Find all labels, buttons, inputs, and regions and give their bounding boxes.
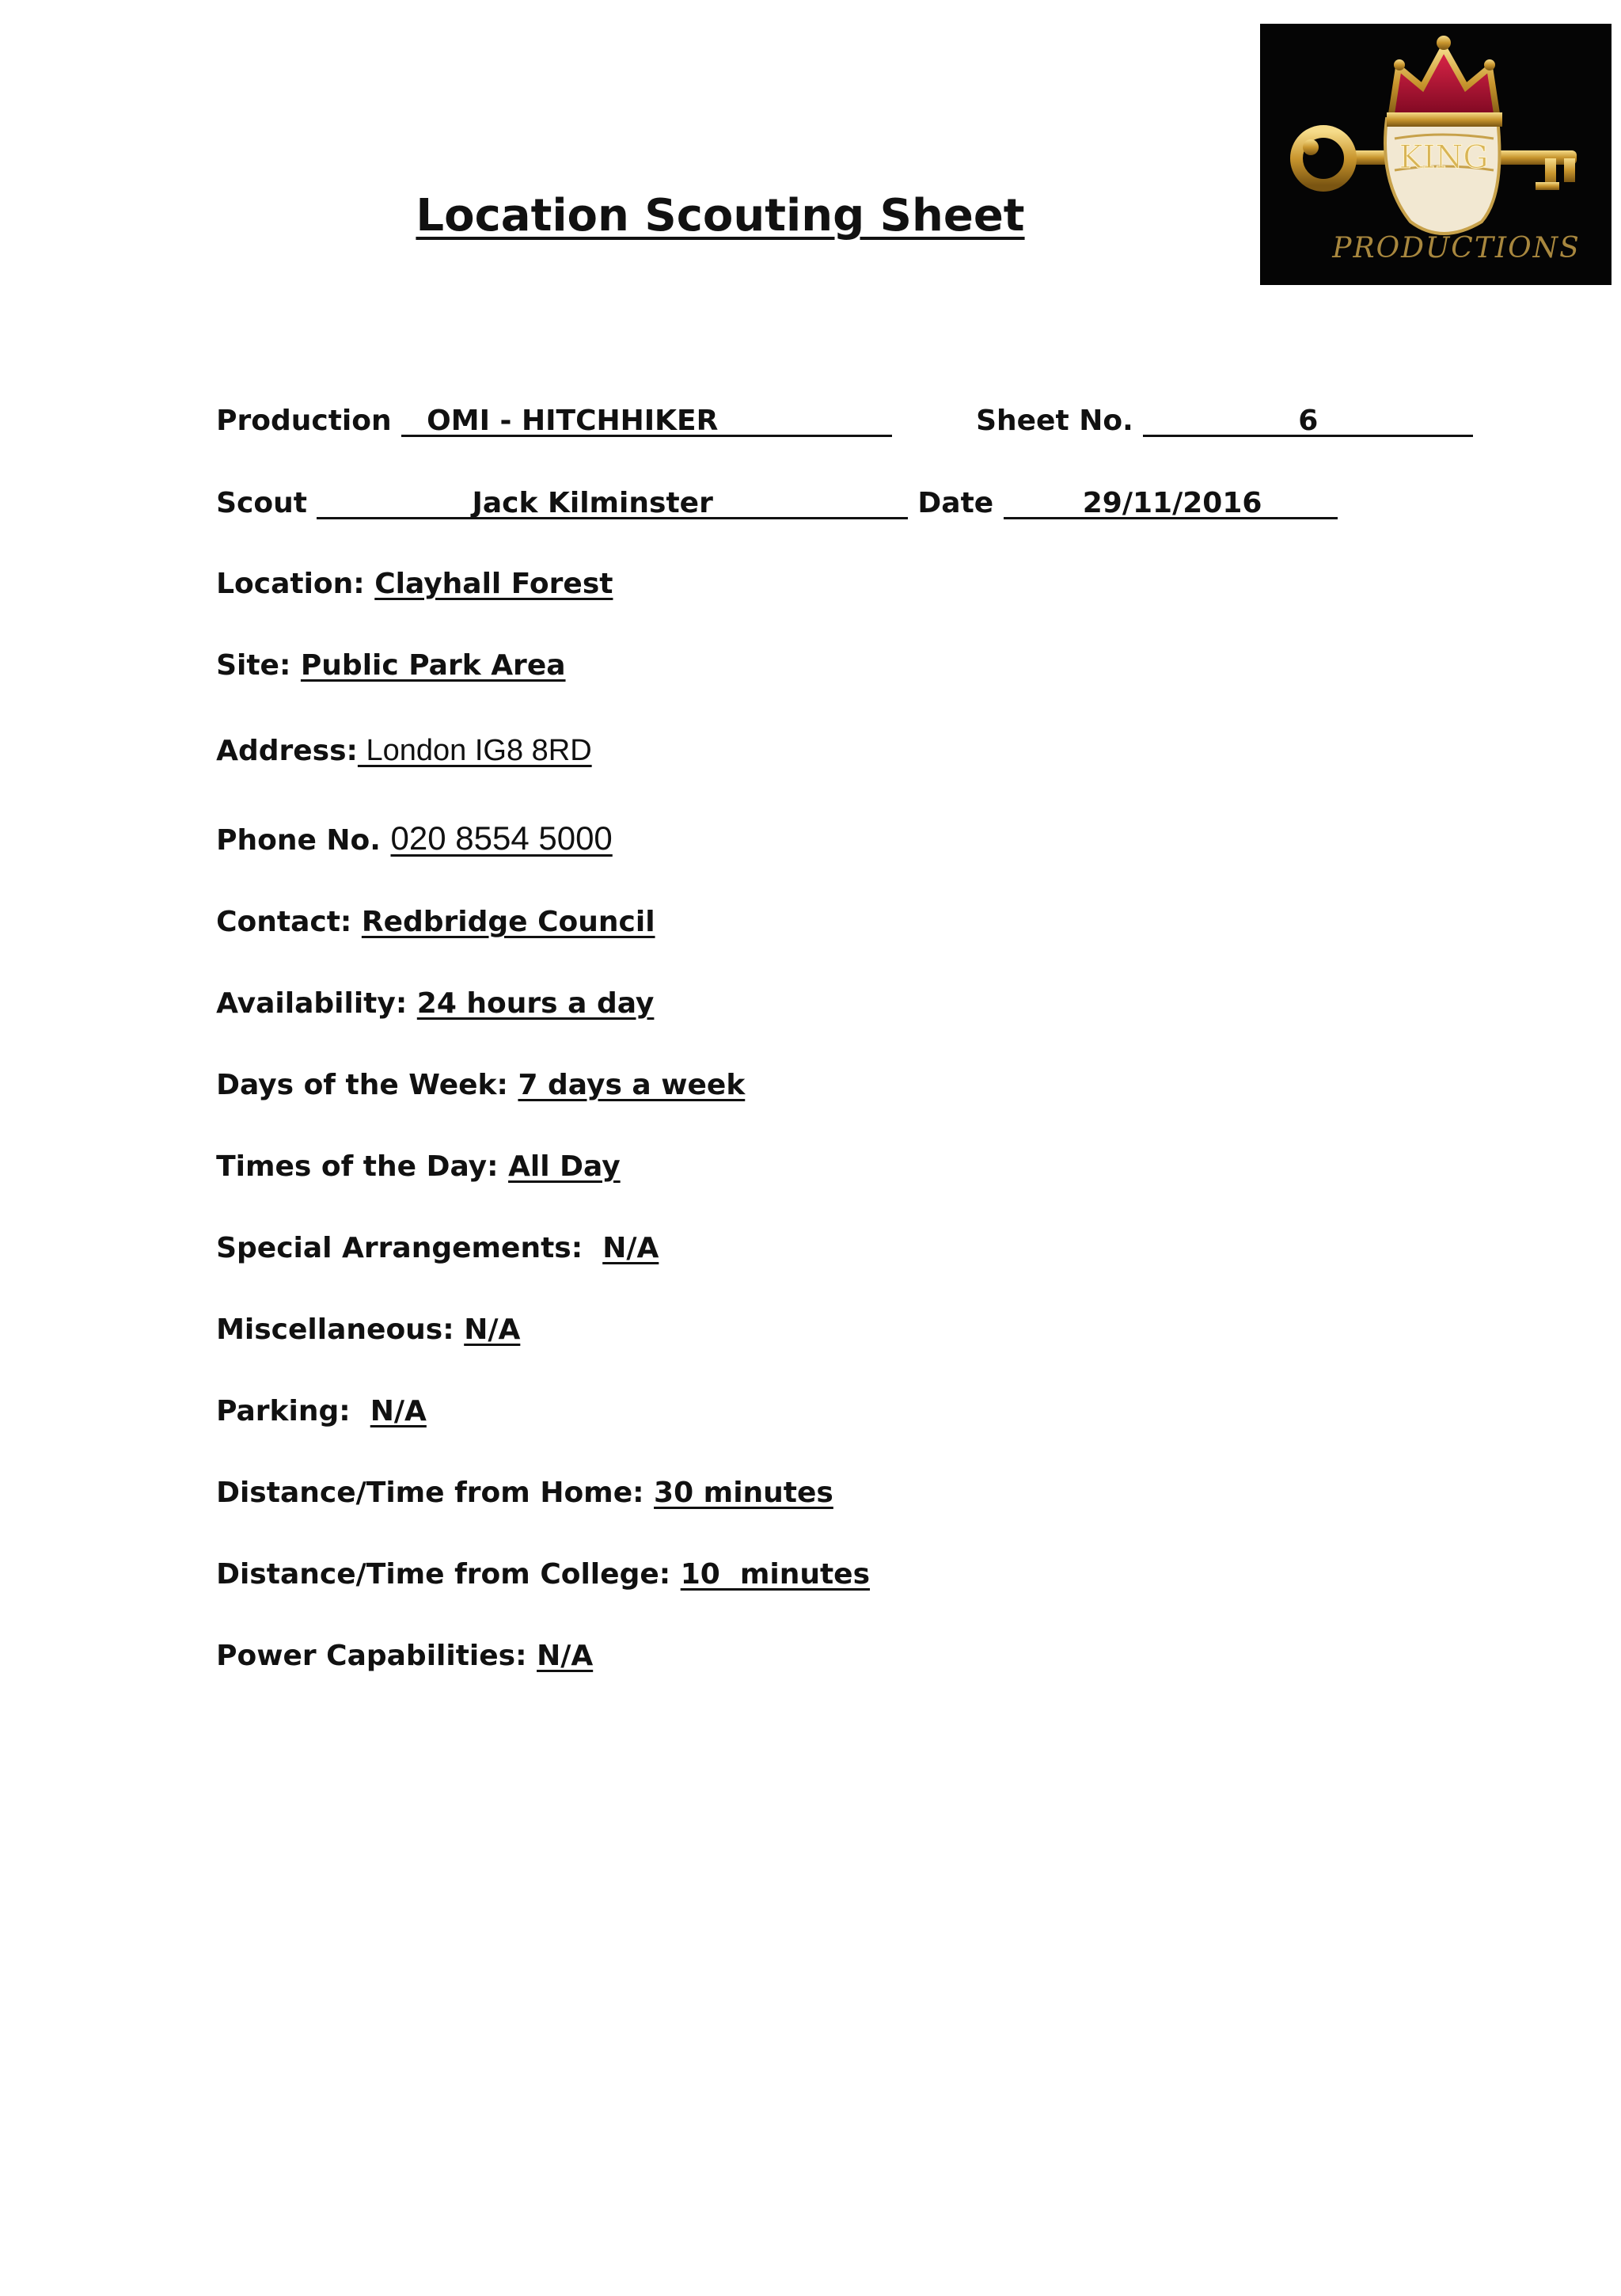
field-row-misc (196, 1278, 520, 1348)
production-label: Production (216, 405, 392, 437)
college-value: 10 minutes (680, 1558, 871, 1591)
phone-value: 020 8554 5000 (390, 819, 613, 857)
date-label: Date (917, 487, 994, 519)
scout-value: Jack Kilminster (472, 487, 713, 519)
crown-icon (1387, 36, 1502, 127)
location-label: Location: (216, 568, 365, 600)
misc-label: Miscellaneous: (216, 1313, 454, 1346)
field-row-parking (196, 1359, 427, 1429)
sheet-row (956, 369, 1473, 439)
special-label: Special Arrangements: (216, 1232, 583, 1264)
sheet-value: 6 (1298, 405, 1319, 437)
field-row-site (196, 614, 566, 683)
times-label: Times of the Day: (216, 1150, 499, 1183)
field-row-power (196, 1604, 593, 1674)
company-logo (1260, 24, 1612, 285)
availability-value: 24 hours a day (416, 987, 655, 1020)
parking-value: N/A (370, 1395, 427, 1427)
contact-label: Contact: (216, 906, 352, 938)
date-value: 29/11/2016 (1082, 487, 1262, 519)
field-row-location (196, 532, 613, 602)
address-label: Address: (216, 735, 358, 767)
production-row (196, 369, 892, 439)
logo-graphic (1260, 24, 1612, 285)
days-value: 7 days a week (518, 1069, 746, 1101)
scout-label: Scout (216, 487, 307, 519)
page-title: Location Scouting Sheet (416, 190, 1025, 241)
field-row-availability (196, 952, 654, 1021)
phone-label: Phone No. (216, 824, 381, 857)
logo-subtitle: PRODUCTIONS (1332, 232, 1581, 264)
field-row-days (196, 1033, 745, 1103)
home-label: Distance/Time from Home: (216, 1477, 644, 1509)
availability-label: Availability: (216, 987, 408, 1020)
field-row-home (196, 1441, 833, 1511)
power-label: Power Capabilities: (216, 1640, 527, 1672)
production-value: OMI - HITCHHIKER (427, 405, 719, 437)
college-label: Distance/Time from College: (216, 1558, 671, 1591)
sheet-label: Sheet No. (976, 405, 1133, 437)
field-row-special (196, 1196, 659, 1266)
parking-label: Parking: (216, 1395, 351, 1427)
production-field[interactable] (401, 405, 892, 437)
date-field[interactable] (1004, 487, 1338, 519)
special-value: N/A (602, 1232, 659, 1264)
location-value: Clayhall Forest (374, 568, 613, 600)
field-row-address (196, 698, 592, 769)
field-row-college (196, 1522, 870, 1592)
scout-field[interactable] (317, 487, 907, 519)
home-value: 30 minutes (654, 1477, 833, 1509)
site-value: Public Park Area (300, 649, 566, 682)
site-label: Site: (216, 649, 291, 682)
field-row-times (196, 1115, 621, 1184)
field-row-contact (196, 870, 655, 940)
address-value: London IG8 8RD (357, 734, 592, 767)
times-value: All Day (508, 1150, 621, 1183)
sheet-field[interactable] (1143, 405, 1473, 437)
field-row-phone (196, 786, 613, 858)
power-value: N/A (537, 1640, 594, 1672)
misc-value: N/A (464, 1313, 521, 1346)
logo-word: KING (1399, 139, 1489, 176)
scout-row (196, 451, 1338, 521)
days-label: Days of the Week: (216, 1069, 508, 1101)
contact-value: Redbridge Council (361, 906, 655, 938)
